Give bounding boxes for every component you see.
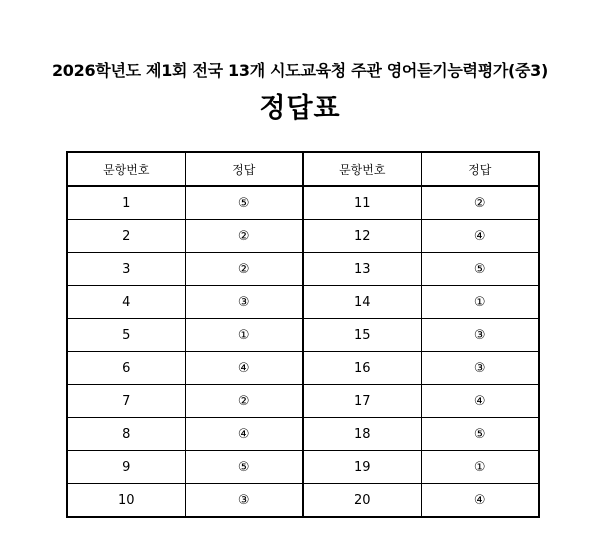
question-number-cell: 8 <box>67 418 185 451</box>
table-row <box>67 286 539 319</box>
answer-cell: ④ <box>421 385 539 418</box>
question-number-cell: 15 <box>303 319 421 352</box>
answer-cell: ⑤ <box>421 253 539 286</box>
answer-cell: ③ <box>421 319 539 352</box>
question-number-cell: 3 <box>67 253 185 286</box>
question-number-cell: 17 <box>303 385 421 418</box>
table-row <box>67 418 539 451</box>
answer-cell: ⑤ <box>185 451 303 484</box>
column-header-question-left: 문항번호 <box>67 152 185 186</box>
table-row <box>67 220 539 253</box>
answer-cell: ② <box>185 253 303 286</box>
answer-cell: ③ <box>185 286 303 319</box>
page-title: 정답표 <box>259 93 341 124</box>
question-number-cell: 13 <box>303 253 421 286</box>
answer-cell: ⑤ <box>421 418 539 451</box>
exam-subtitle: 2026학년도 제1회 전국 13개 시도교육청 주관 영어듣기능력평가(중3) <box>51 61 549 80</box>
question-number-cell: 4 <box>67 286 185 319</box>
question-number-cell: 11 <box>303 186 421 220</box>
answer-cell: ④ <box>421 220 539 253</box>
table-row <box>67 451 539 484</box>
question-number-cell: 1 <box>67 186 185 220</box>
table-row <box>67 352 539 385</box>
answer-cell: ③ <box>185 484 303 518</box>
answer-cell: ① <box>185 319 303 352</box>
column-header-question-right: 문항번호 <box>303 152 421 186</box>
question-number-cell: 12 <box>303 220 421 253</box>
table-row <box>67 253 539 286</box>
table-row <box>67 484 539 518</box>
question-number-cell: 16 <box>303 352 421 385</box>
answer-cell: ④ <box>185 352 303 385</box>
table-row <box>67 319 539 352</box>
answer-cell: ① <box>421 286 539 319</box>
question-number-cell: 2 <box>67 220 185 253</box>
answer-cell: ② <box>185 220 303 253</box>
question-number-cell: 6 <box>67 352 185 385</box>
question-number-cell: 14 <box>303 286 421 319</box>
answer-table <box>66 151 540 518</box>
table-header-row <box>67 152 539 186</box>
question-number-cell: 9 <box>67 451 185 484</box>
question-number-cell: 5 <box>67 319 185 352</box>
answer-cell: ④ <box>185 418 303 451</box>
question-number-cell: 10 <box>67 484 185 518</box>
answer-cell: ⑤ <box>185 186 303 220</box>
column-header-answer-right: 정답 <box>421 152 539 186</box>
answer-cell: ① <box>421 451 539 484</box>
question-number-cell: 7 <box>67 385 185 418</box>
column-header-answer-left: 정답 <box>185 152 303 186</box>
question-number-cell: 18 <box>303 418 421 451</box>
answer-cell: ③ <box>421 352 539 385</box>
table-row <box>67 186 539 220</box>
answer-cell: ④ <box>421 484 539 518</box>
answer-cell: ② <box>421 186 539 220</box>
question-number-cell: 20 <box>303 484 421 518</box>
table-row <box>67 385 539 418</box>
answer-rows <box>67 186 539 517</box>
question-number-cell: 19 <box>303 451 421 484</box>
answer-cell: ② <box>185 385 303 418</box>
